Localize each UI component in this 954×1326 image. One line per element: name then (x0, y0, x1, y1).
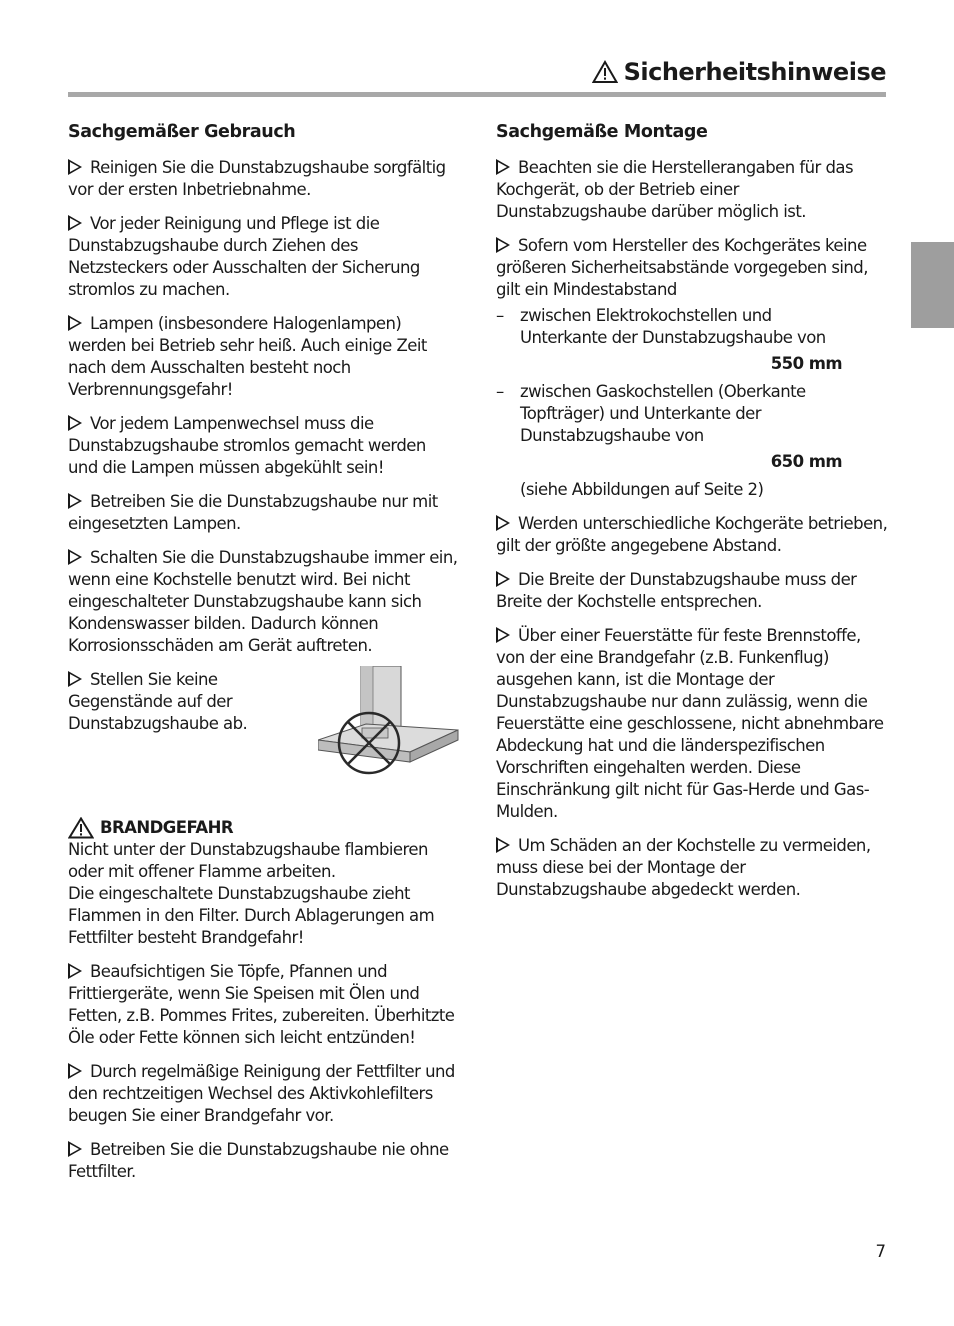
triangle-bullet-icon (68, 671, 82, 687)
triangle-bullet-icon (68, 315, 82, 331)
list-item: Durch regelmäßige Reinigung der Fettfilter und den rechtzeitigen Wechsel des Aktivkohlefilters beugen Sie einer Brandgefahr vor. (68, 1062, 455, 1125)
list-item: Beachten sie die Herstellerangaben für das Kochgerät, ob der Betrieb einer Dunstabzugshaube darüber möglich ist. (496, 158, 853, 221)
triangle-bullet-icon (496, 627, 510, 643)
dash-item: – zwischen Elektrokochstellen und Unterkante der Dunstabzugshaube von (496, 306, 826, 347)
list-item: Betreiben Sie die Dunstabzugshaube nie ohne Fettfilter. (68, 1140, 449, 1181)
warning-text: Die eingeschaltete Dunstabzugshaube zieht Flammen in den Filter. Durch Ablagerungen am Fettfilter besteht Brandgefahr! (68, 884, 435, 947)
triangle-bullet-icon (68, 1063, 82, 1079)
triangle-bullet-icon (68, 963, 82, 979)
triangle-bullet-icon (68, 549, 82, 565)
triangle-bullet-icon (68, 159, 82, 175)
list-item: Reinigen Sie die Dunstabzugshaube sorgfältig vor der ersten Inbetriebnahme. (68, 158, 446, 199)
triangle-bullet-icon (496, 837, 510, 853)
triangle-bullet-icon (68, 215, 82, 231)
list-item: Werden unterschiedliche Kochgeräte betrieben, gilt der größte angegebene Abstand. (496, 514, 888, 555)
list-item: Sofern vom Hersteller des Kochgerätes keine größeren Sicherheitsabstände vorgegeben sind, gilt ein Mindestabstand (496, 236, 868, 299)
triangle-bullet-icon (496, 237, 510, 253)
warning-icon (592, 60, 618, 84)
list-item: Über einer Feuerstätte für feste Brennstoffe, von der eine Brandgefahr (z.B. Funkenflug) ausgehen kann, ist die Montage der Dunstabzugshaube nur dann zulässig, wenn die Feuerstätte eine geschlossene, nicht abnehmbare Abdeckung hat und die länderspezifischen Vorschriften eingehalten werden. Diese Einschränkung gilt nicht für Gas-Herde und Gas-Mulden. (496, 626, 884, 821)
warning-icon (68, 817, 94, 839)
list-item: Um Schäden an der Kochstelle zu vermeiden, muss diese bei der Montage der Dunstabzugshaube abgedeckt werden. (496, 836, 871, 899)
page-title: Sicherheitshinweise (623, 58, 886, 86)
list-item: Die Breite der Dunstabzugshaube muss der Breite der Kochstelle entsprechen. (496, 570, 857, 611)
section-heading-gebrauch: Sachgemäßer Gebrauch (68, 122, 296, 142)
distance-value: 650 mm (770, 452, 842, 471)
side-tab (911, 242, 954, 328)
list-item: Schalten Sie die Dunstabzugshaube immer ein, wenn eine Kochstelle benutzt wird. Bei nicht eingeschalteter Dunstabzugshaube kann sich Kondenswasser bilden. Dadurch können Korrosionsschäden am Gerät auftreten. (68, 548, 458, 655)
triangle-bullet-icon (68, 493, 82, 509)
triangle-bullet-icon (496, 159, 510, 175)
warning-heading: BRANDGEFAHR (68, 817, 460, 839)
list-item: Vor jeder Reinigung und Pflege ist die Dunstabzugshaube durch Ziehen des Netzsteckers oder Ausschalten der Sicherung stromlos zu machen. (68, 214, 420, 299)
warning-text: Nicht unter der Dunstabzugshaube flambieren oder mit offener Flamme arbeiten. (68, 840, 428, 881)
list-item: Lampen (insbesondere Halogenlampen) werden bei Betrieb sehr heiß. Auch einige Zeit nach dem Ausschalten besteht noch Verbrennungsgefahr! (68, 314, 427, 399)
triangle-bullet-icon (68, 1141, 82, 1157)
hood-no-objects-illustration (318, 666, 463, 778)
section-heading-montage: Sachgemäße Montage (496, 122, 708, 142)
list-item: Stellen Sie keine Gegenstände auf der Dunstabzugshaube ab. (68, 670, 248, 733)
left-column (68, 120, 460, 1195)
distance-value: 550 mm (770, 354, 842, 373)
list-item: Vor jedem Lampenwechsel muss die Dunstabzugshaube stromlos gemacht werden und die Lampen müssen abgekühlt sein! (68, 414, 426, 477)
page-number: 7 (875, 1242, 886, 1261)
right-column (496, 120, 888, 913)
header-rule (68, 92, 886, 97)
list-item: Betreiben Sie die Dunstabzugshaube nur mit eingesetzten Lampen. (68, 492, 438, 533)
page-header (592, 58, 886, 86)
dash-item: – zwischen Gaskochstellen (Oberkante Topfträger) und Unterkante der Dunstabzugshaube von (496, 382, 806, 445)
see-note: (siehe Abbildungen auf Seite 2) (520, 480, 764, 499)
triangle-bullet-icon (68, 415, 82, 431)
list-item: Beaufsichtigen Sie Töpfe, Pfannen und Frittiergeräte, wenn Sie Speisen mit Ölen und Fetten, z.B. Pommes Frites, zubereiten. Überhitzte Öle oder Fette können sich leicht entzünden! (68, 962, 455, 1047)
triangle-bullet-icon (496, 571, 510, 587)
triangle-bullet-icon (496, 515, 510, 531)
